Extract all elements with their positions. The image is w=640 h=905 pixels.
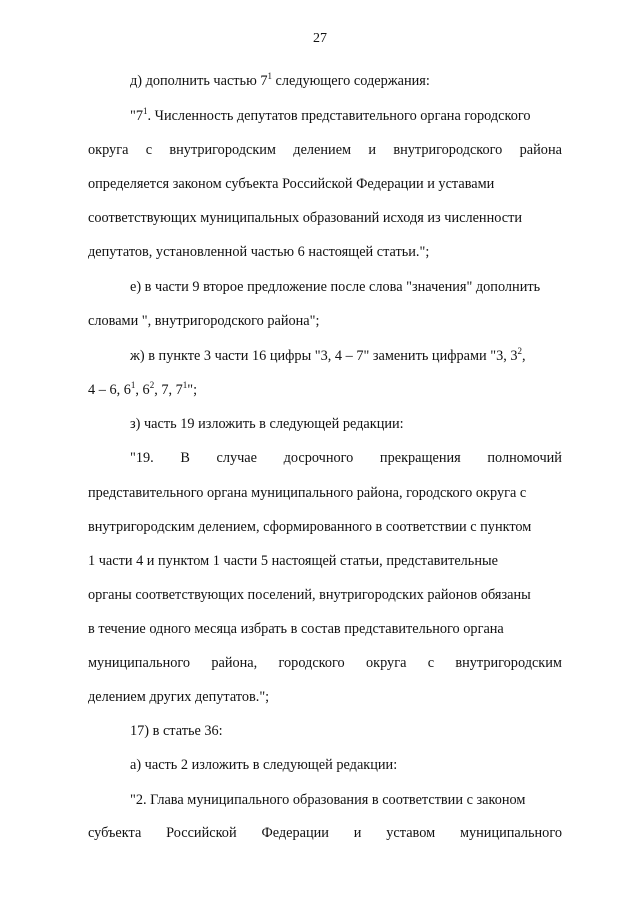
line-19-7: муниципального района, городского округа с внутригородским <box>88 655 562 671</box>
line-19-2: представительного органа муниципального района, городского округа с <box>88 485 527 501</box>
line-justified-3: округа с внутригородским делением и внутригородского района <box>88 142 562 158</box>
line-a-intro: а) часть 2 изложить в следующей редакции: <box>130 757 398 773</box>
line-5: соответствующих муниципальных образований исходя из численности <box>88 210 522 226</box>
line-6: депутатов, установленной частью 6 настоящей статьи."; <box>88 244 430 260</box>
line-d-intro: д) дополнить частью $7^1$ следующего содержания: <box>130 71 430 89</box>
line-zh-2: 4 – 6, $6^1$, $6^2$, 7, $7^1$"; <box>88 380 198 398</box>
document-body <box>88 0 562 905</box>
line-zh-1: ж) в пункте 3 части 16 цифры "3, 4 – 7" заменить цифрами "3, $3^2$, <box>130 346 526 364</box>
line-2-2: субъекта Российской Федерации и уставом муниципального <box>88 825 562 841</box>
line-e-2: словами ", внутригородского района"; <box>88 313 320 329</box>
line-19-8: делением других депутатов."; <box>88 689 270 705</box>
line-item-17: 17) в статье 36: <box>130 723 223 739</box>
line-19-3: внутригородским делением, сформированного в соответствии с пунктом <box>88 519 532 535</box>
line-7-1-start: "$7^1$. Численность депутатов представительного органа городского <box>130 106 531 124</box>
line-e-1: е) в части 9 второе предложение после слова "значения" дополнить <box>130 279 541 295</box>
line-2-1: "2. Глава муниципального образования в соответствии с законом <box>130 792 526 808</box>
line-19-6: в течение одного месяца избрать в состав представительного органа <box>88 621 504 637</box>
line-19-1: "19. В случае досрочного прекращения полномочий <box>130 450 562 466</box>
line-19-5: органы соответствующих поселений, внутригородских районов обязаны <box>88 587 531 603</box>
page-number: 27 <box>313 31 327 46</box>
line-19-4: 1 части 4 и пунктом 1 части 5 настоящей статьи, представительные <box>88 553 498 569</box>
line-4: определяется законом субъекта Российской Федерации и уставами <box>88 176 495 192</box>
line-z-intro: з) часть 19 изложить в следующей редакции: <box>130 416 404 432</box>
